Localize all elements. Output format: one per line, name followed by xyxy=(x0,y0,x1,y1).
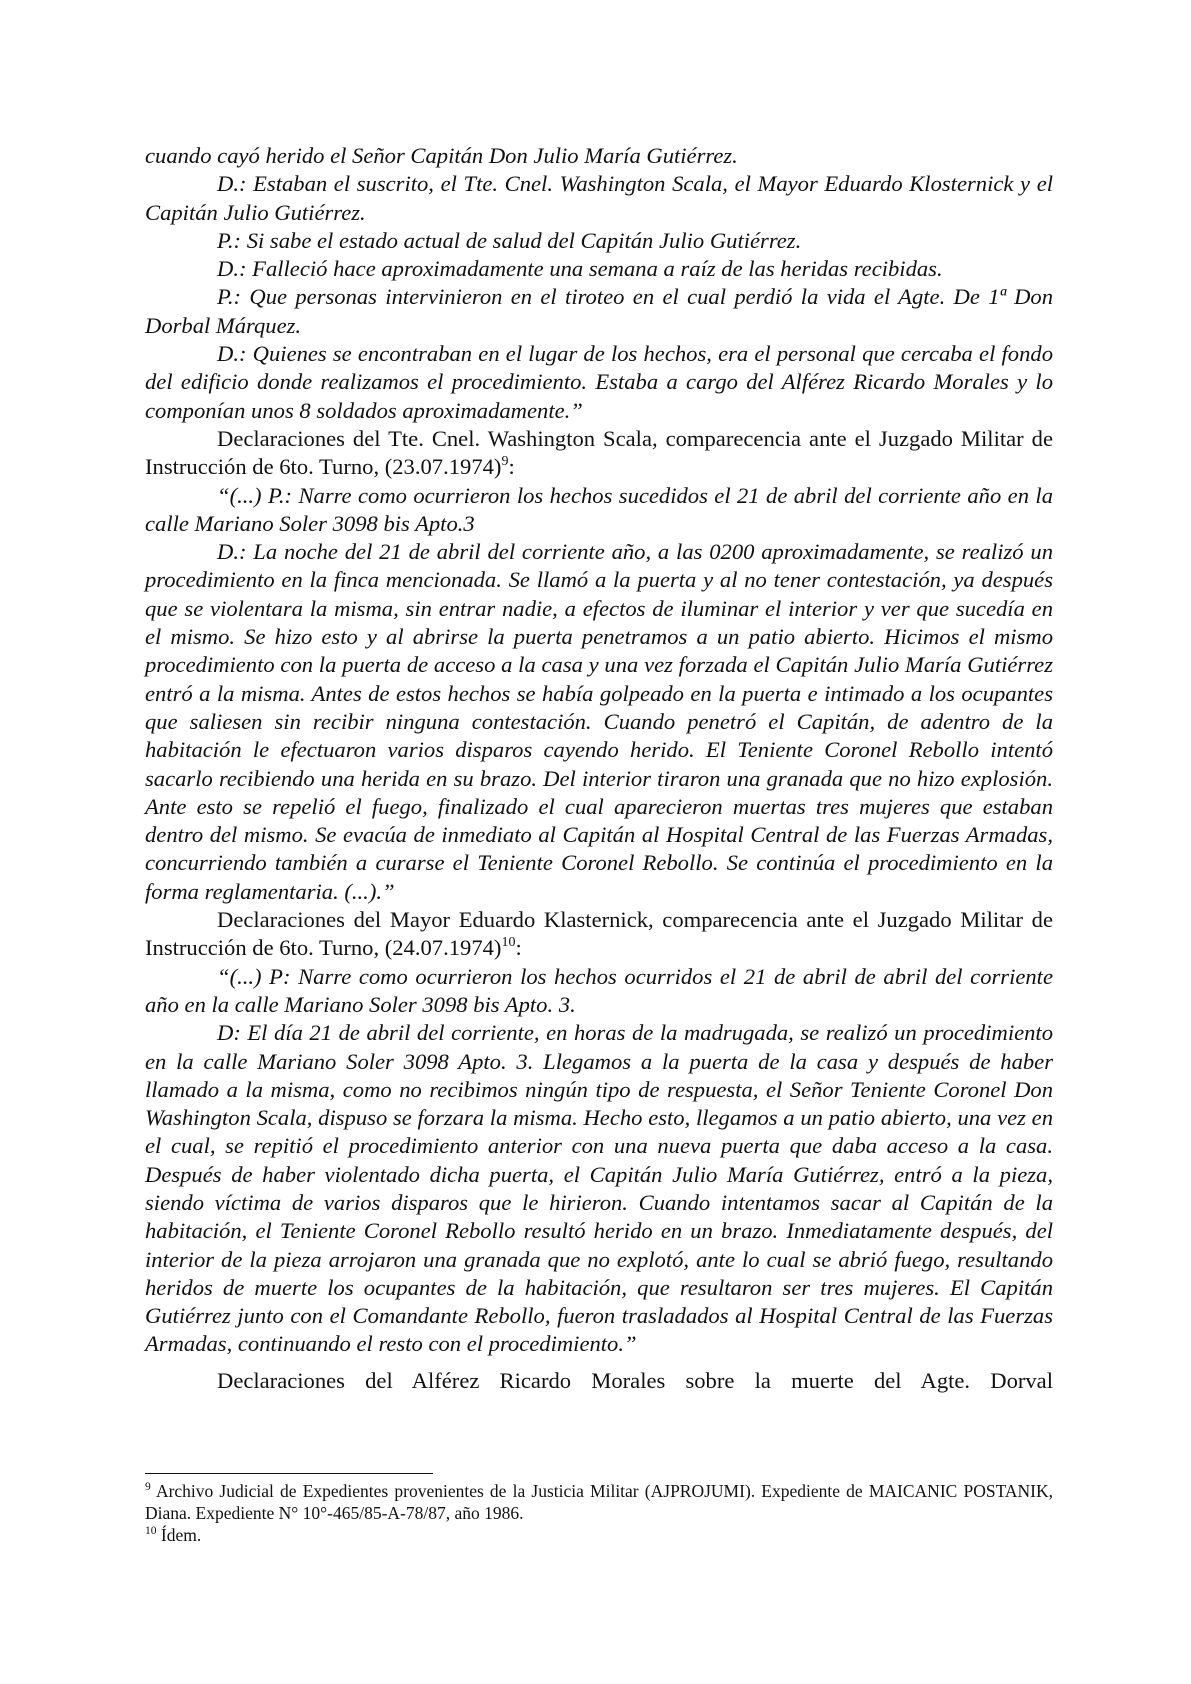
footnote-text: Ídem. xyxy=(160,1525,202,1545)
quote-paragraph: P.: Que personas intervinieron en el tiroteo en el cual perdió la vida el Agte. De 1ª Don Dorbal Márquez. xyxy=(145,284,1053,338)
footnote-text: Archivo Judicial de Expedientes provenientes de la Justicia Militar (AJPROJUMI). Expediente de MAICANIC POSTANIK, Diana. Expediente N° 10°-465/85-A-78/87, año 1986. xyxy=(145,1481,1053,1523)
body-paragraph: Declaraciones del Mayor Eduardo Klasternick, comparecencia ante el Juzgado Militar de Instrucción de 6to. Turno, $(24.07.1974)^{10}$: xyxy=(145,907,1053,961)
footnote-ref: 10 xyxy=(501,935,516,951)
quote-paragraph: cuando cayó herido el Señor Capitán Don Julio María Gutiérrez. xyxy=(145,143,738,168)
footnote-ref: 9 xyxy=(501,454,509,470)
body-paragraph: Declaraciones del Alférez Ricardo Morales sobre la muerte del Agte. Dorval xyxy=(217,1367,1053,1393)
footnote-number: 9 xyxy=(145,1481,151,1493)
footnote-separator xyxy=(145,1473,433,1474)
quote-paragraph: “(...) P.: Narre como ocurrieron los hechos sucedidos el 21 de abril del corriente año en la calle Mariano Soler 3098 bis Apto.3 xyxy=(145,482,1053,536)
footnote xyxy=(145,1480,1053,1524)
body-paragraph-text: Declaraciones del Tte. Cnel. Washington Scala, comparecencia ante el Juzgado Militar de Instrucción de 6to. Turno, (23.07.1974) xyxy=(145,425,1053,480)
quote-paragraph: P.: Si sabe el estado actual de salud del Capitán Julio Gutiérrez. xyxy=(217,227,802,253)
body-paragraph-text: Declaraciones del Mayor Eduardo Klasternick, comparecencia ante el Juzgado Militar de Instrucción de 6to. Turno, (24.07.1974) xyxy=(145,907,1053,961)
footnote xyxy=(145,1524,1053,1546)
quote-paragraph: D.: Quienes se encontraban en el lugar de los hechos, era el personal que cercaba el fondo del edificio donde realizamos el procedimiento. Estaba a cargo del Alférez Ricardo Morales y lo componían unos 8 soldados aproximadamente.” xyxy=(145,341,1053,423)
body-paragraph: Declaraciones del Tte. Cnel. Washington Scala, comparecencia ante el Juzgado Militar de Instrucción de 6to. Turno, $(23.07.1974)^9$: xyxy=(145,425,1053,480)
document-body xyxy=(145,142,1053,1395)
quote-paragraph: D: El día 21 de abril del corriente, en horas de la madrugada, se realizó un procedimiento en la calle Mariano Soler 3098 Apto. 3. Llegamos a la puerta de la casa y después de haber llamado a la misma, como no recibimos ningún tipo de respuesta, el Señor Teniente Coronel Don Washington Scala, dispuso se forzara la misma. Hecho esto, llegamos a un patio abierto, una vez en el cual, se repitió el procedimiento anterior con una nueva puerta que daba acceso a la casa. Después de haber violentado dicha puerta, el Capitán Julio María Gutiérrez, entró a la pieza, siendo víctima de varios disparos que le hirieron. Cuando intentamos sacar al Capitán de la habitación, el Teniente Coronel Rebollo resultó herido en un brazo. Inmediatamente después, del interior de la pieza arrojaron una granada que no explotó, ante lo cual se abrió fuego, resultando heridos de muerte los ocupantes de la habitación, que resultaron ser tres mujeres. El Capitán Gutiérrez junto con el Comandante Rebollo, fueron trasladados al Hospital Central de las Fuerzas Armadas, continuando el resto con el procedimiento.” xyxy=(145,1020,1053,1357)
footnotes xyxy=(145,1480,1053,1546)
quote-paragraph: D.: La noche del 21 de abril del corriente año, a las 0200 aproximadamente, se realizó un procedimiento en la finca mencionada. Se llamó a la puerta y al no tener contestación, ya después que se violentara la misma, sin entrar nadie, a efectos de iluminar el interior y ver que sucedía en el mismo. Se hizo esto y al abrirse la puerta penetramos a un patio abierto. Hicimos el mismo procedimiento con la puerta de acceso a la casa y una vez forzada el Capitán Julio María Gutiérrez entró a la misma. Antes de estos hechos se había golpeado en la puerta e intimado a los ocupantes que saliesen sin recibir ninguna contestación. Cuando penetró el Capitán, de adentro de la habitación le efectuaron varios disparos cayendo herido. El Teniente Coronel Rebollo intentó sacarlo recibiendo una herida en su brazo. Del interior tiraron una granada que no hizo explosión. Ante esto se repelió el fuego, finalizado el cual aparecieron muertas tres mujeres que estaban dentro del mismo. Se evacúa de inmediato al Capitán al Hospital Central de las Fuerzas Armadas, concurriendo también a curarse el Teniente Coronel Rebollo. Se continúa el procedimiento en la forma reglamentaria. (...).” xyxy=(145,539,1053,904)
quote-paragraph: D.: Estaban el suscrito, el Tte. Cnel. Washington Scala, el Mayor Eduardo Klosternick y el Capitán Julio Gutiérrez. xyxy=(145,171,1053,225)
footnote-number: 10 xyxy=(145,1525,157,1537)
quote-paragraph: “(...) P: Narre como ocurrieron los hechos ocurridos el 21 de abril de abril del corriente año en la calle Mariano Soler 3098 bis Apto. 3. xyxy=(145,963,1053,1017)
quote-paragraph: D.: Falleció hace aproximadamente una semana a raíz de las heridas recibidas. xyxy=(217,256,943,282)
